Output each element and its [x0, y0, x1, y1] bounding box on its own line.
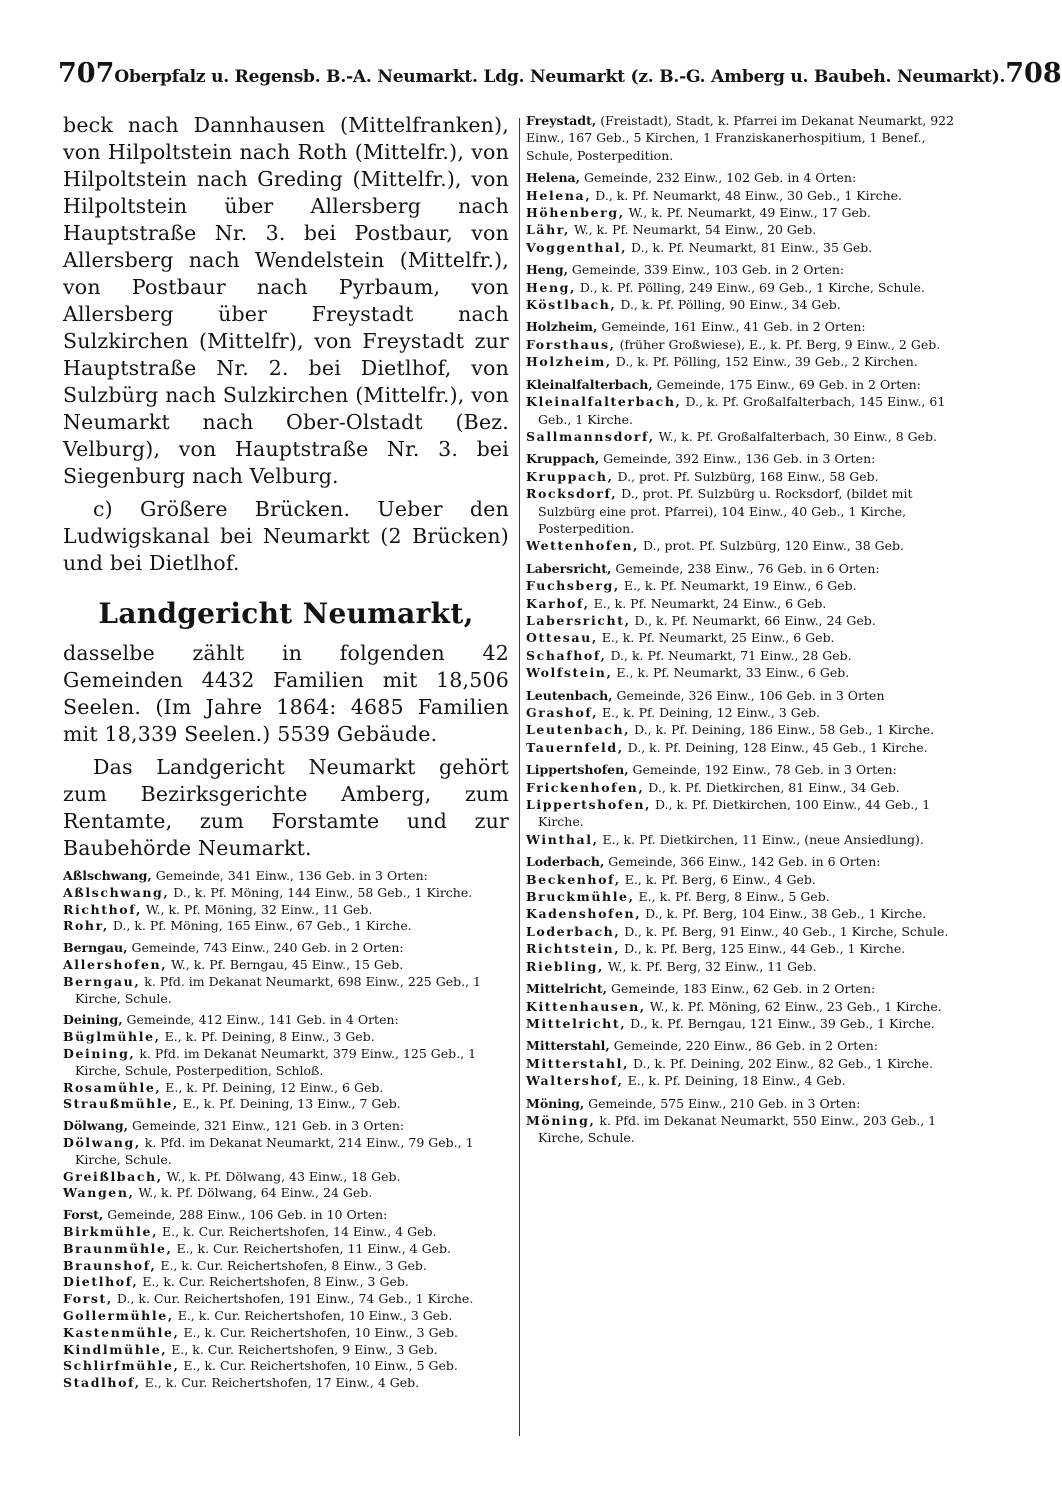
place-entry: Karhof, E., k. Pf. Neumarkt, 24 Einw., 6 Geb. [526, 595, 827, 611]
place-entry: Loderbach, D., k. Pf. Berg, 91 Einw., 40 Geb., 1 Kirche, Schule. [526, 923, 949, 939]
place-entry: Schlirfmühle, E., k. Cur. Reichertshofen, 10 Einw., 5 Geb. [63, 1358, 458, 1374]
place-entry: Fuchsberg, E., k. Pf. Neumarkt, 19 Einw., 6 Geb. [526, 578, 857, 594]
place-entry: Bruckmühle, E., k. Pf. Berg, 8 Einw., 5 Geb. [526, 889, 830, 905]
place-entry: Birkmühle, E., k. Cur. Reichertshofen, 14 Einw., 4 Geb. [63, 1223, 437, 1239]
gemeinde-entry: Mittelricht, Gemeinde, 183 Einw., 62 Geb. in 2 Orten: [526, 981, 876, 997]
place-entry: Winthal, E., k. Pf. Dietkirchen, 11 Einw., (neue Ansiedlung). [526, 831, 924, 847]
place-entry: Kruppach, D., prot. Pf. Sulzbürg, 168 Einw., 58 Geb. [526, 468, 879, 484]
place-entry: Richtstein, D., k. Pf. Berg, 125 Einw., 44 Geb., 1 Kirche. [526, 941, 906, 957]
place-entry: Riebling, W., k. Pf. Berg, 32 Einw., 11 Geb. [526, 958, 817, 974]
place-entry: Kadenshofen, D., k. Pf. Berg, 104 Einw., 38 Geb., 1 Kirche. [526, 906, 927, 922]
gemeinde-entry: Forst, Gemeinde, 288 Einw., 106 Geb. in 10 Orten: [63, 1207, 388, 1223]
place-entry: Dölwang, k. Pfd. im Dekanat Neumarkt, 214 Einw., 79 Geb., 1 Kirche, Schule. [63, 1134, 474, 1167]
place-entry: Möning, k. Pfd. im Dekanat Neumarkt, 550 Einw., 203 Geb., 1 Kirche, Schule. [526, 1112, 937, 1146]
place-entry: Ottesau, E., k. Pf. Neumarkt, 25 Einw., 6 Geb. [526, 630, 835, 646]
place-entry: Straußmühle, E., k. Pf. Deining, 13 Einw., 7 Geb. [63, 1096, 401, 1112]
gemeinde-entry: Heng, Gemeinde, 339 Einw., 103 Geb. in 2 Orten: [526, 262, 845, 278]
gemeinde-entry: Lippertshofen, Gemeinde, 192 Einw., 78 Geb. in 3 Orten: [526, 762, 897, 778]
place-entry: Schafhof, D., k. Pf. Neumarkt, 71 Einw., 28 Geb. [526, 647, 852, 663]
place-entry: Forsthaus, (früher Großwiese), E., k. Pf. Berg, 9 Einw., 2 Geb. [526, 336, 941, 352]
place-entry: Kittenhausen, W., k. Pf. Möning, 62 Einw., 23 Geb., 1 Kirche. [526, 998, 942, 1014]
gemeinde-entry: Deining, Gemeinde, 412 Einw., 141 Geb. in 4 Orten: [63, 1012, 399, 1028]
place-entry: Braunmühle, E., k. Cur. Reichertshofen, 11 Einw., 4 Geb. [63, 1240, 451, 1256]
place-entry: Deining, k. Pfd. im Dekanat Neumarkt, 379 Einw., 125 Geb., 1 Kirche, Schule, Posterpedition, Schloß. [63, 1045, 477, 1078]
page-number-right: 708 [1005, 58, 1062, 89]
place-entry: Helena, D., k. Pf. Neumarkt, 48 Einw., 30 Geb., 1 Kirche. [526, 187, 902, 203]
page-number-left: 707 [58, 58, 115, 89]
place-entry: Stadlhof, E., k. Cur. Reichertshofen, 17 Einw., 4 Geb. [63, 1375, 420, 1391]
place-entry: Berngau, k. Pfd. im Dekanat Neumarkt, 698 Einw., 225 Geb., 1 Kirche, Schule. [63, 973, 481, 1006]
place-entry: Allershofen, W., k. Pf. Berngau, 45 Einw., 15 Geb. [63, 956, 404, 972]
place-entry: Gollermühle, E., k. Cur. Reichertshofen, 10 Einw., 3 Geb. [63, 1307, 453, 1323]
place-entry: Köstlbach, D., k. Pf. Pölling, 90 Einw., 34 Geb. [526, 297, 841, 313]
place-entry: Voggenthal, D., k. Pf. Neumarkt, 81 Einw., 35 Geb. [526, 239, 873, 255]
place-entry: Rocksdorf, D., prot. Pf. Sulzbürg u. Rocksdorf, (bildet mit Sulzbürg eine prot. Pfarrei), 104 Einw., 40 Geb., 1 Kirche, Posterpedition. [526, 486, 913, 536]
place-entry: Kleinalfalterbach, D., k. Pf. Großalfalterbach, 145 Einw., 61 Geb., 1 Kirche. [526, 394, 946, 427]
gemeinde-entry: Labersricht, Gemeinde, 238 Einw., 76 Geb. in 6 Orten: [526, 560, 880, 576]
place-entry: Leutenbach, D., k. Pf. Deining, 186 Einw., 58 Geb., 1 Kirche. [526, 722, 935, 738]
place-entry: Wolfstein, E., k. Pf. Neumarkt, 33 Einw., 6 Geb. [526, 665, 850, 681]
gemeinde-entry: Kruppach, Gemeinde, 392 Einw., 136 Geb. in 3 Orten: [526, 451, 876, 467]
place-entry: Grashof, E., k. Pf. Deining, 12 Einw., 3 Geb. [526, 705, 821, 720]
jurisdiction-paragraph: Das Landgericht Neumarkt gehört zum Bezirksgerichte Amberg, zum Rentamte, zum Forstamte und zur Baubehörde Neumarkt. [63, 755, 509, 860]
gemeinde-entry: Holzheim, Gemeinde, 161 Einw., 41 Geb. in 2 Orten: [526, 319, 866, 335]
place-entry: Rohr, D., k. Pf. Möning, 165 Einw., 67 Geb., 1 Kirche. [63, 918, 412, 934]
page-header [58, 58, 1062, 98]
place-entry: Beckenhof, E., k. Pf. Berg, 6 Einw., 4 Geb. [526, 871, 816, 887]
place-entry: Höhenberg, W., k. Pf. Neumarkt, 49 Einw., 17 Geb. [526, 205, 871, 221]
section-heading: Landgericht Neumarkt, [98, 597, 474, 630]
running-title: Oberpfalz u. Regensb. B.-A. Neumarkt. Ldg. Neumarkt (z. B.-G. Amberg u. Baubeh. Neumarkt). [114, 67, 1006, 87]
population-paragraph: dasselbe zählt in folgenden 42 Gemeinden 4432 Familien mit 18,506 Seelen. (Im Jahre 1864: 4685 Familien mit 18,339 Seelen.) 5539 Gebäude. [63, 641, 509, 746]
place-entry: Lippertshofen, D., k. Pf. Dietkirchen, 100 Einw., 44 Geb., 1 Kirche. [526, 797, 931, 830]
place-entry: Kastenmühle, E., k. Cur. Reichertshofen, 10 Einw., 3 Geb. [63, 1324, 458, 1340]
place-entry: Waltershof, E., k. Pf. Deining, 18 Einw., 4 Geb. [526, 1073, 846, 1089]
place-entry: Sallmannsdorf, W., k. Pf. Großalfalterbach, 30 Einw., 8 Geb. [526, 428, 937, 444]
gemeinde-entry: Helena, Gemeinde, 232 Einw., 102 Geb. in 4 Orten: [526, 170, 857, 186]
gemeinde-entry: Freystadt, (Freistadt), Stadt, k. Pfarrei im Dekanat Neumarkt, 922 Einw., 167 Geb., 5 Kirchen, 1 Franziskanerhospitium, 1 Benef., Schule, Posterpedition. [526, 113, 955, 163]
bridges-paragraph: c) Größere Brücken. Ueber den Ludwigskanal bei Neumarkt (2 Brücken) und bei Dietlhof. [63, 497, 509, 575]
place-entry: Wettenhofen, D., prot. Pf. Sulzbürg, 120 Einw., 38 Geb. [526, 538, 905, 554]
gemeinde-entry: Leutenbach, Gemeinde, 326 Einw., 106 Geb. in 3 Orten [526, 687, 885, 703]
place-entry: Frickenhofen, D., k. Pf. Dietkirchen, 81 Einw., 34 Geb. [526, 779, 900, 795]
place-entry: Kindlmühle, E., k. Cur. Reichertshofen, 9 Einw., 3 Geb. [63, 1341, 438, 1357]
gemeinde-entry: Mitterstahl, Gemeinde, 220 Einw., 86 Geb. in 2 Orten: [526, 1038, 878, 1054]
gemeinde-entry: Möning, Gemeinde, 575 Einw., 210 Geb. in 3 Orten: [526, 1095, 861, 1111]
column-divider [519, 118, 520, 1436]
place-entry: Holzheim, D., k. Pf. Pölling, 152 Einw., 39 Geb., 2 Kirchen. [526, 354, 918, 370]
gemeinde-entry: Berngau, Gemeinde, 743 Einw., 240 Geb. in 2 Orten: [63, 940, 404, 956]
place-entry: Greißlbach, W., k. Pf. Dölwang, 43 Einw., 18 Geb. [63, 1168, 401, 1184]
gemeinde-entry: Kleinalfalterbach, Gemeinde, 175 Einw., 69 Geb. in 2 Orten: [526, 376, 921, 392]
left-gazetteer [63, 868, 509, 1392]
roads-paragraph: beck nach Dannhausen (Mittelfranken), von Hilpoltstein nach Roth (Mittelfr.), von Hilpoltstein nach Greding (Mittelfr.), von Hilpoltstein über Allersberg nach Hauptstraße Nr. 3. bei Postbaur, von Allersberg nach Wendelstein (Mittelfr.), von Postbaur nach Pyrbaum, von Allersberg über Freystadt nach Sulzkirchen (Mittelfr), von Freystadt zur Hauptstraße Nr. 2. bei Dietlhof, von Sulzbürg nach Sulzkirchen (Mittelfr.), von Neumarkt nach Ober-Olstadt (Bez. Velburg), von Hauptstraße Nr. 3. bei Siegenburg nach Velburg. [63, 113, 509, 488]
place-entry: Tauernfeld, D., k. Pf. Deining, 128 Einw., 45 Geb., 1 Kirche. [526, 739, 928, 755]
right-column [526, 112, 966, 1147]
gemeinde-entry: Aßlschwang, Gemeinde, 341 Einw., 136 Geb. in 3 Orten: [63, 868, 428, 883]
gemeinde-entry: Loderbach, Gemeinde, 366 Einw., 142 Geb. in 6 Orten: [526, 854, 881, 870]
gemeinde-entry: Dölwang, Gemeinde, 321 Einw., 121 Geb. in 3 Orten: [63, 1118, 405, 1134]
left-column [63, 112, 509, 1392]
place-entry: Lähr, W., k. Pf. Neumarkt, 54 Einw., 20 Geb. [526, 222, 817, 238]
place-entry: Dietlhof, E., k. Cur. Reichertshofen, 8 Einw., 3 Geb. [63, 1274, 409, 1290]
place-entry: Mitterstahl, D., k. Pf. Deining, 202 Einw., 82 Geb., 1 Kirche. [526, 1055, 933, 1071]
place-entry: Wangen, W., k. Pf. Dölwang, 64 Einw., 24 Geb. [63, 1185, 373, 1201]
place-entry: Heng, D., k. Pf. Pölling, 249 Einw., 69 Geb., 1 Kirche, Schule. [526, 279, 925, 295]
place-entry: Forst, D., k. Cur. Reichertshofen, 191 Einw., 74 Geb., 1 Kirche. [63, 1291, 474, 1307]
place-entry: Büglmühle, E., k. Pf. Deining, 8 Einw., 3 Geb. [63, 1029, 375, 1045]
place-entry: Aßlschwang, D., k. Pf. Möning, 144 Einw., 58 Geb., 1 Kirche. [63, 884, 473, 900]
place-entry: Braunshof, E., k. Cur. Reichertshofen, 8 Einw., 3 Geb. [63, 1257, 427, 1273]
place-entry: Labersricht, D., k. Pf. Neumarkt, 66 Einw., 24 Geb. [526, 612, 876, 628]
place-entry: Richthof, W., k. Pf. Möning, 32 Einw., 11 Geb. [63, 901, 373, 917]
place-entry: Mittelricht, D., k. Pf. Berngau, 121 Einw., 39 Geb., 1 Kirche. [526, 1015, 935, 1031]
place-entry: Rosamühle, E., k. Pf. Deining, 12 Einw., 6 Geb. [63, 1079, 384, 1095]
